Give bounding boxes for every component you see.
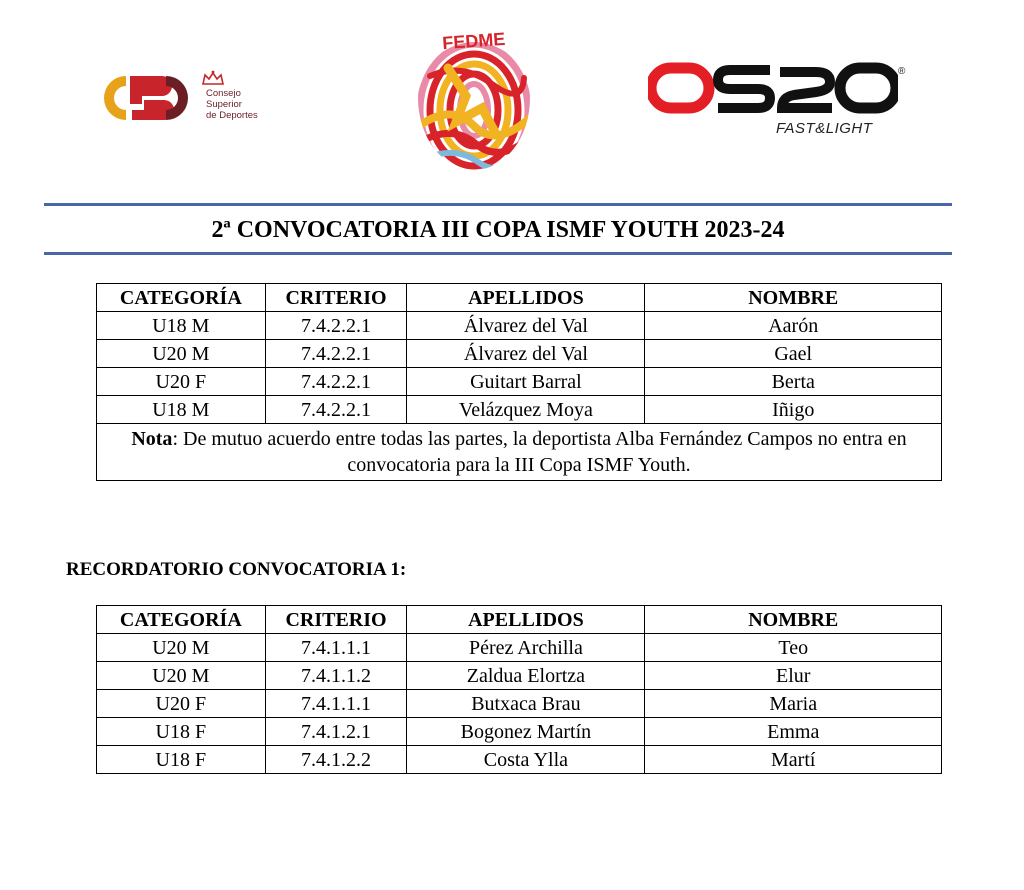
table-row bbox=[97, 312, 942, 340]
os2o-logo bbox=[648, 62, 918, 142]
crown-icon bbox=[200, 70, 226, 86]
column-header-categoria: CATEGORÍA bbox=[97, 284, 266, 312]
cell-nombre: Aarón bbox=[645, 312, 942, 340]
cell-apellidos: Bogonez Martín bbox=[407, 718, 645, 746]
cell-criterio: 7.4.2.2.1 bbox=[265, 312, 407, 340]
cell-nombre: Maria bbox=[645, 690, 942, 718]
table-row bbox=[97, 340, 942, 368]
cell-apellidos: Álvarez del Val bbox=[407, 312, 645, 340]
note-cell bbox=[97, 424, 942, 481]
cell-categoria: U20 M bbox=[97, 340, 266, 368]
csd-emblem-icon bbox=[92, 70, 202, 126]
convocatoria-1-table bbox=[96, 605, 942, 774]
cell-criterio: 7.4.2.2.1 bbox=[265, 396, 407, 424]
table-row bbox=[97, 690, 942, 718]
cell-nombre: Gael bbox=[645, 340, 942, 368]
cell-nombre: Teo bbox=[645, 634, 942, 662]
cell-criterio: 7.4.1.1.1 bbox=[265, 690, 407, 718]
title-rule-bottom bbox=[44, 252, 952, 255]
column-header-criterio: CRITERIO bbox=[265, 606, 407, 634]
fedme-logo bbox=[412, 14, 536, 174]
table-header-row bbox=[97, 284, 942, 312]
page-title: 2ª CONVOCATORIA III COPA ISMF YOUTH 2023-24 bbox=[211, 217, 785, 243]
convocatoria-2-table bbox=[96, 283, 942, 481]
cell-criterio: 7.4.1.1.2 bbox=[265, 662, 407, 690]
fedme-logo-text: FEDME bbox=[441, 28, 506, 54]
cell-criterio: 7.4.1.1.1 bbox=[265, 634, 407, 662]
table-row bbox=[97, 746, 942, 774]
cell-nombre: Elur bbox=[645, 662, 942, 690]
table-note-row bbox=[97, 424, 942, 481]
cell-categoria: U20 M bbox=[97, 662, 266, 690]
cell-categoria: U18 F bbox=[97, 718, 266, 746]
note-label: Nota bbox=[131, 428, 173, 450]
cell-criterio: 7.4.2.2.1 bbox=[265, 340, 407, 368]
note-text: : De mutuo acuerdo entre todas las partes, la deportista Alba Fernández Campos no entra en convocatoria para la III Copa ISMF Youth. bbox=[172, 428, 907, 476]
cell-apellidos: Butxaca Brau bbox=[407, 690, 645, 718]
cell-nombre: Berta bbox=[645, 368, 942, 396]
column-header-apellidos: APELLIDOS bbox=[407, 284, 645, 312]
cell-criterio: 7.4.1.2.2 bbox=[265, 746, 407, 774]
column-header-categoria: CATEGORÍA bbox=[97, 606, 266, 634]
table-row bbox=[97, 662, 942, 690]
table-row bbox=[97, 634, 942, 662]
cell-nombre: Emma bbox=[645, 718, 942, 746]
cell-categoria: U18 F bbox=[97, 746, 266, 774]
cell-categoria: U18 M bbox=[97, 312, 266, 340]
title-rule-top bbox=[44, 203, 952, 206]
reminder-heading: RECORDATORIO CONVOCATORIA 1: bbox=[66, 559, 407, 580]
cell-categoria: U18 M bbox=[97, 396, 266, 424]
column-header-criterio: CRITERIO bbox=[265, 284, 407, 312]
table-header-row bbox=[97, 606, 942, 634]
cell-apellidos: Zaldua Elortza bbox=[407, 662, 645, 690]
cell-categoria: U20 F bbox=[97, 690, 266, 718]
cell-categoria: U20 F bbox=[97, 368, 266, 396]
table-row bbox=[97, 368, 942, 396]
csd-logo bbox=[92, 70, 272, 126]
cell-nombre: Iñigo bbox=[645, 396, 942, 424]
fedme-fingerprint-icon bbox=[412, 14, 536, 174]
cell-criterio: 7.4.1.2.1 bbox=[265, 718, 407, 746]
registered-mark: ® bbox=[898, 66, 906, 77]
cell-apellidos: Álvarez del Val bbox=[407, 340, 645, 368]
column-header-apellidos: APELLIDOS bbox=[407, 606, 645, 634]
cell-apellidos: Velázquez Moya bbox=[407, 396, 645, 424]
cell-categoria: U20 M bbox=[97, 634, 266, 662]
cell-criterio: 7.4.2.2.1 bbox=[265, 368, 407, 396]
table-row bbox=[97, 718, 942, 746]
column-header-nombre: NOMBRE bbox=[645, 606, 942, 634]
column-header-nombre: NOMBRE bbox=[645, 284, 942, 312]
os2o-tagline: FAST&LIGHT bbox=[776, 120, 873, 137]
table-row bbox=[97, 396, 942, 424]
cell-apellidos: Guitart Barral bbox=[407, 368, 645, 396]
cell-apellidos: Costa Ylla bbox=[407, 746, 645, 774]
cell-nombre: Martí bbox=[645, 746, 942, 774]
cell-apellidos: Pérez Archilla bbox=[407, 634, 645, 662]
os2o-wordmark-icon bbox=[648, 62, 898, 120]
csd-logo-text: Consejo Superior de Deportes bbox=[206, 88, 258, 121]
